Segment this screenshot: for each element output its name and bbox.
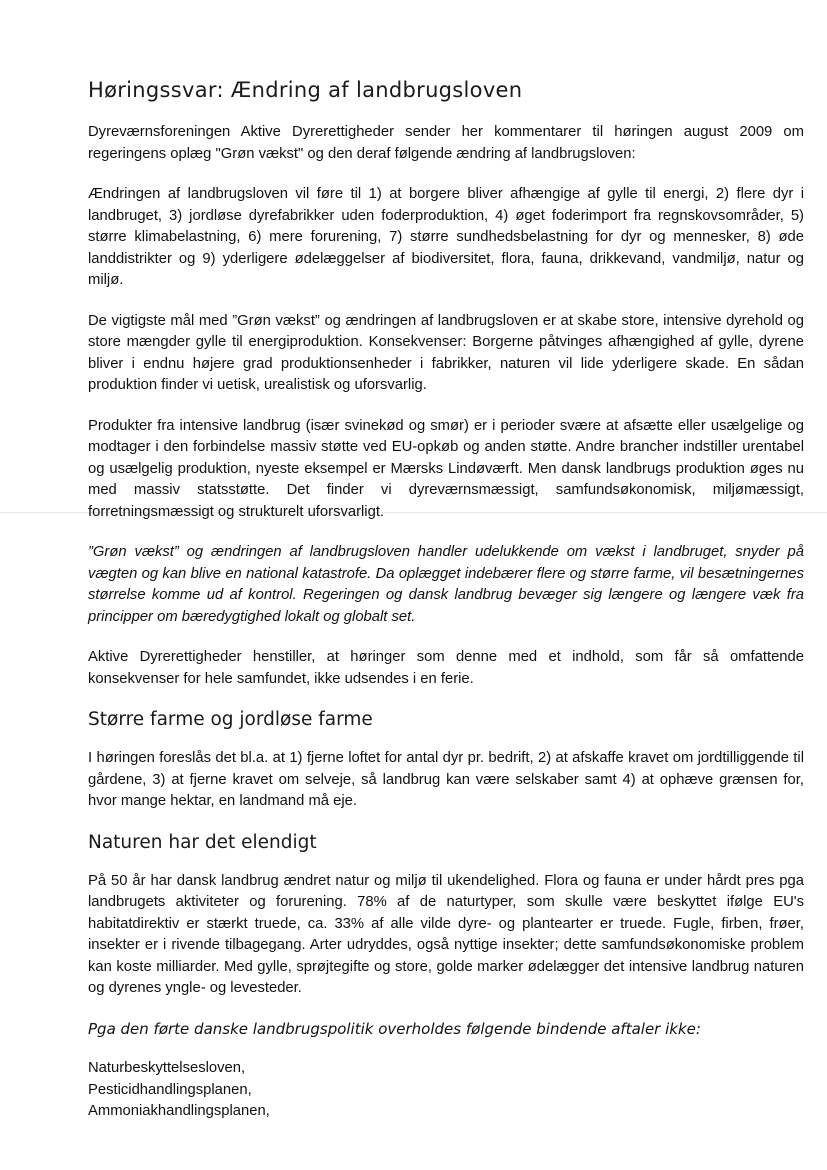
paragraph-recommendation: Aktive Dyrerettigheder henstiller, at høringer som denne med et indhold, som får så omfattende konsekvenser for hele samfundet, ikke udsendes i en ferie.: [88, 649, 804, 687]
document-title: Høringssvar: Ændring af landbrugsloven: [88, 78, 523, 102]
agreements-lead: Pga den førte danske landbrugspolitik overholdes følgende bindende aftaler ikke:: [88, 1019, 701, 1038]
list-item: Naturbeskyttelsesloven,: [88, 1060, 246, 1076]
paragraph-products: Produkter fra intensive landbrug (især svinekød og smør) er i perioder svære at afsætte eller usælgelige og modtager i den forbindelse massiv støtte ved EU-opkøb og anden støtte. Andre brancher indstiller urentabel og usælgelig produktion, nyeste eksempel er Mærsks Lindøværft. Men dansk landbrugs produktion øges nu med massiv statsstøtte. Det finder vi dyreværnsmæssigt, samfundsøkonomisk, miljømæssigt, forretningsmæssigt og strukturelt uforsvarligt.: [88, 417, 804, 520]
list-item: Pesticidhandlingsplanen,: [88, 1081, 252, 1098]
agreements-list: [88, 1058, 804, 1123]
list-item: Ammoniakhandlingsplanen,: [88, 1103, 270, 1119]
paragraph-goals: De vigtigste mål med ”Grøn vækst” og ændringen af landbrugsloven er at skabe store, intensive dyrehold og store mængder gylle til energiproduktion. Konsekvenser: Borgerne påtvinges afhængighed af gylle, dyrene bliver i endnu højere grad produktionsenheder i fabrikker, naturen vil lide yderligere skade. En sådan produktion finder vi uetisk, urealistisk og uforsvarlig.: [88, 312, 804, 393]
section-text-nature: På 50 år har dansk landbrug ændret natur og miljø til ukendelighed. Flora og fauna er under hårdt pres pga landbrugets aktiviteter og forurening. 78% af de naturtyper, som skulle være beskyttet ifølge EU's habitatdirektiv er stærkt truede, ca. 33% af alle vilde dyre- og plantearter er truede. Fugle, firben, frøer, insekter er i rivende tilbagegang. Arter udryddes, også nyttige insekter; dette samfundsøkonomiske problem kan koste milliarder. Med gylle, sprøjtegifte og store, golde marker ødelægger det intensive landbrug naturen og dyrenes yngle- og levesteder.: [88, 872, 804, 996]
paragraph-consequences: Ændringen af landbrugsloven vil føre til 1) at borgere bliver afhængige af gylle til energi, 2) flere dyr i landbruget, 3) jordløse dyrefabrikker uden foderproduktion, 4) øget foderimport fra regnskovsområder, 5) større klimabelastning, 6) mere forurening, 7) større sundhedsbelastning for dyr og mennesker, 8) øde landdistrikter og 9) yderligere ødelæggelser af biodiversitet, flora, fauna, drikkevand, vandmiljø, natur og miljø.: [88, 186, 804, 288]
section-heading-nature: Naturen har det elendigt: [88, 831, 317, 853]
document-page: [88, 78, 804, 1123]
section-text-farms: I høringen foreslås det bl.a. at 1) fjerne loftet for antal dyr pr. bedrift, 2) at afskaffe kravet om jordtilliggende til gårdene, 3) at fjerne kravet om selveje, så landbrug kan være selskaber samt 4) at ophæve grænsen for, hvor mange hektar, en landmand må eje.: [88, 750, 804, 809]
intro-paragraph: Dyreværnsforeningen Aktive Dyrerettigheder sender her kommentarer til høringen august 2009 om regeringens oplæg "Grøn vækst" og den deraf følgende ændring af landbrugsloven:: [88, 124, 804, 162]
paragraph-italic-statement: ”Grøn vækst” og ændringen af landbrugsloven handler udelukkende om vækst i landbruget, snyder på vægten og kan blive en national katastrofe. Da oplægget indebærer flere og større farme, vil besætningernes størrelse komme ud af kontrol. Regeringen og dansk landbrug bevæger sig længere og længere væk fra principper om bæredygtighed lokalt og globalt set.: [88, 544, 804, 625]
section-heading-farms: Større farme og jordløse farme: [88, 709, 373, 730]
